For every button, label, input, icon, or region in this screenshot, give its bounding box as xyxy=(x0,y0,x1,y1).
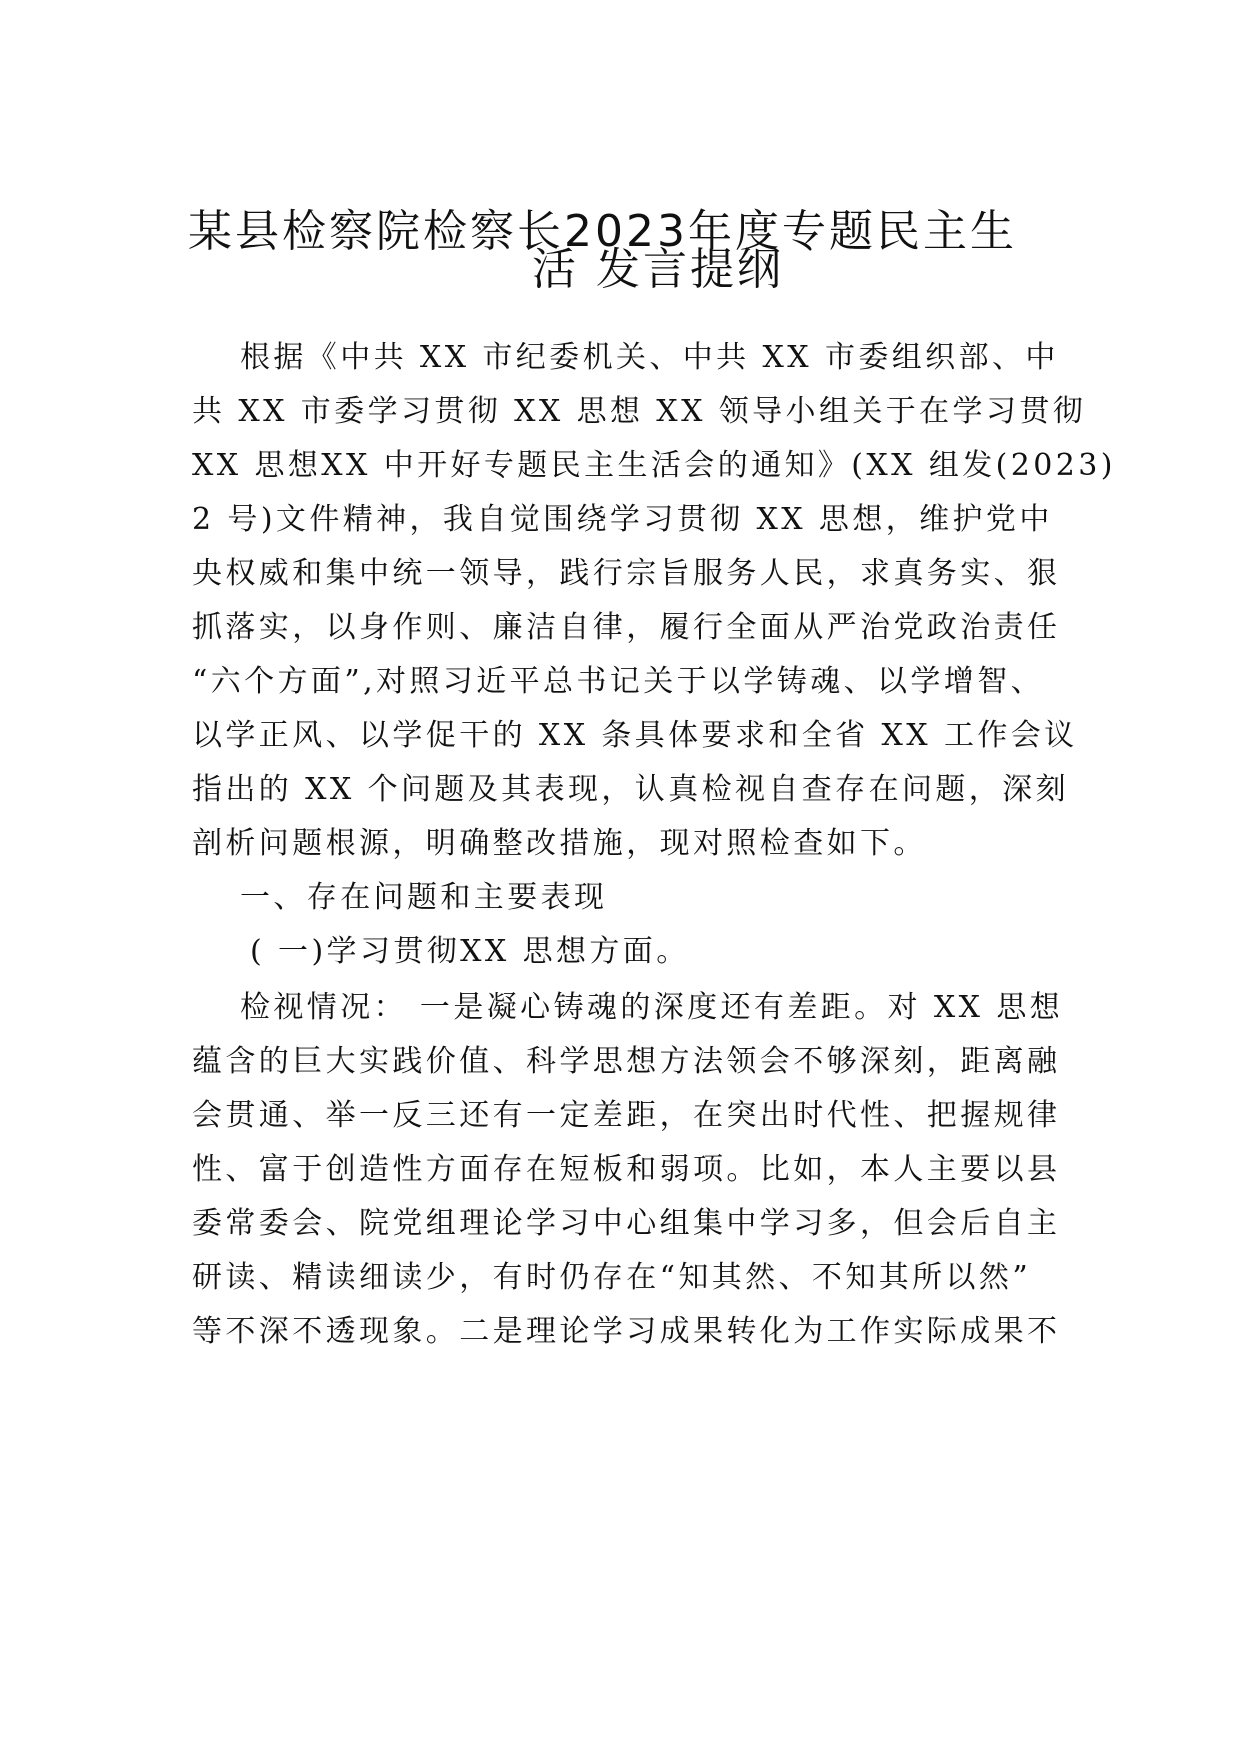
document-title-line-2: 活 发言提纲 xyxy=(532,244,784,295)
paragraph-1-line: 剖析问题根源，明确整改措施，现对照检查如下。 xyxy=(192,826,927,861)
paragraph-1-line: 共 XX 市委学习贯彻 XX 思想 XX 领导小组关于在学习贯彻 xyxy=(192,394,1087,429)
paragraph-1-line: “六个方面”,对照习近平总书记关于以学铸魂、以学增智、 xyxy=(192,664,1045,699)
paragraph-2-line: 检视情况： 一是凝心铸魂的深度还有差距。对 XX 思想 xyxy=(240,990,1064,1025)
paragraph-1-line: 2 号)文件精神，我自觉围绕学习贯彻 XX 思想，维护党中 xyxy=(192,502,1053,537)
section-heading: 一、存在问题和主要表现 xyxy=(240,880,608,915)
paragraph-1-line: 以学正风、以学促干的 XX 条具体要求和全省 XX 工作会议 xyxy=(192,718,1078,753)
paragraph-2-line: 会贯通、举一反三还有一定差距，在突出时代性、把握规律 xyxy=(192,1098,1061,1133)
paragraph-2-line: 性、富于创造性方面存在短板和弱项。比如，本人主要以县 xyxy=(192,1152,1061,1187)
document-title-line-1: 某县检察院检察长2023年度专题民主生 xyxy=(188,206,1017,257)
paragraph-1-line: 指出的 XX 个问题及其表现，认真检视自查存在问题，深刻 xyxy=(192,772,1069,807)
paragraph-2-line: 蕴含的巨大实践价值、科学思想方法领会不够深刻，距离融 xyxy=(192,1044,1061,1079)
paragraph-2-line: 等不深不透现象。二是理论学习成果转化为工作实际成果不 xyxy=(192,1314,1061,1349)
paragraph-1-line: 央权威和集中统一领导，践行宗旨服务人民，求真务实、狠 xyxy=(192,556,1061,591)
paragraph-1-line: XX 思想XX 中开好专题民主生活会的通知》(XX 组发(2023) xyxy=(192,448,1116,483)
paragraph-1-line: 根据《中共 XX 市纪委机关、中共 XX 市委组织部、中 xyxy=(240,340,1059,375)
paragraph-2-line: 委常委会、院党组理论学习中心组集中学习多，但会后自主 xyxy=(192,1206,1061,1241)
subsection-heading: ( 一)学习贯彻XX 思想方面。 xyxy=(250,934,690,969)
paragraph-1-line: 抓落实，以身作则、廉洁自律，履行全面从严治党政治责任 xyxy=(192,610,1061,645)
paragraph-2-line: 研读、精读细读少，有时仍存在“知其然、不知其所以然” xyxy=(192,1260,1032,1295)
